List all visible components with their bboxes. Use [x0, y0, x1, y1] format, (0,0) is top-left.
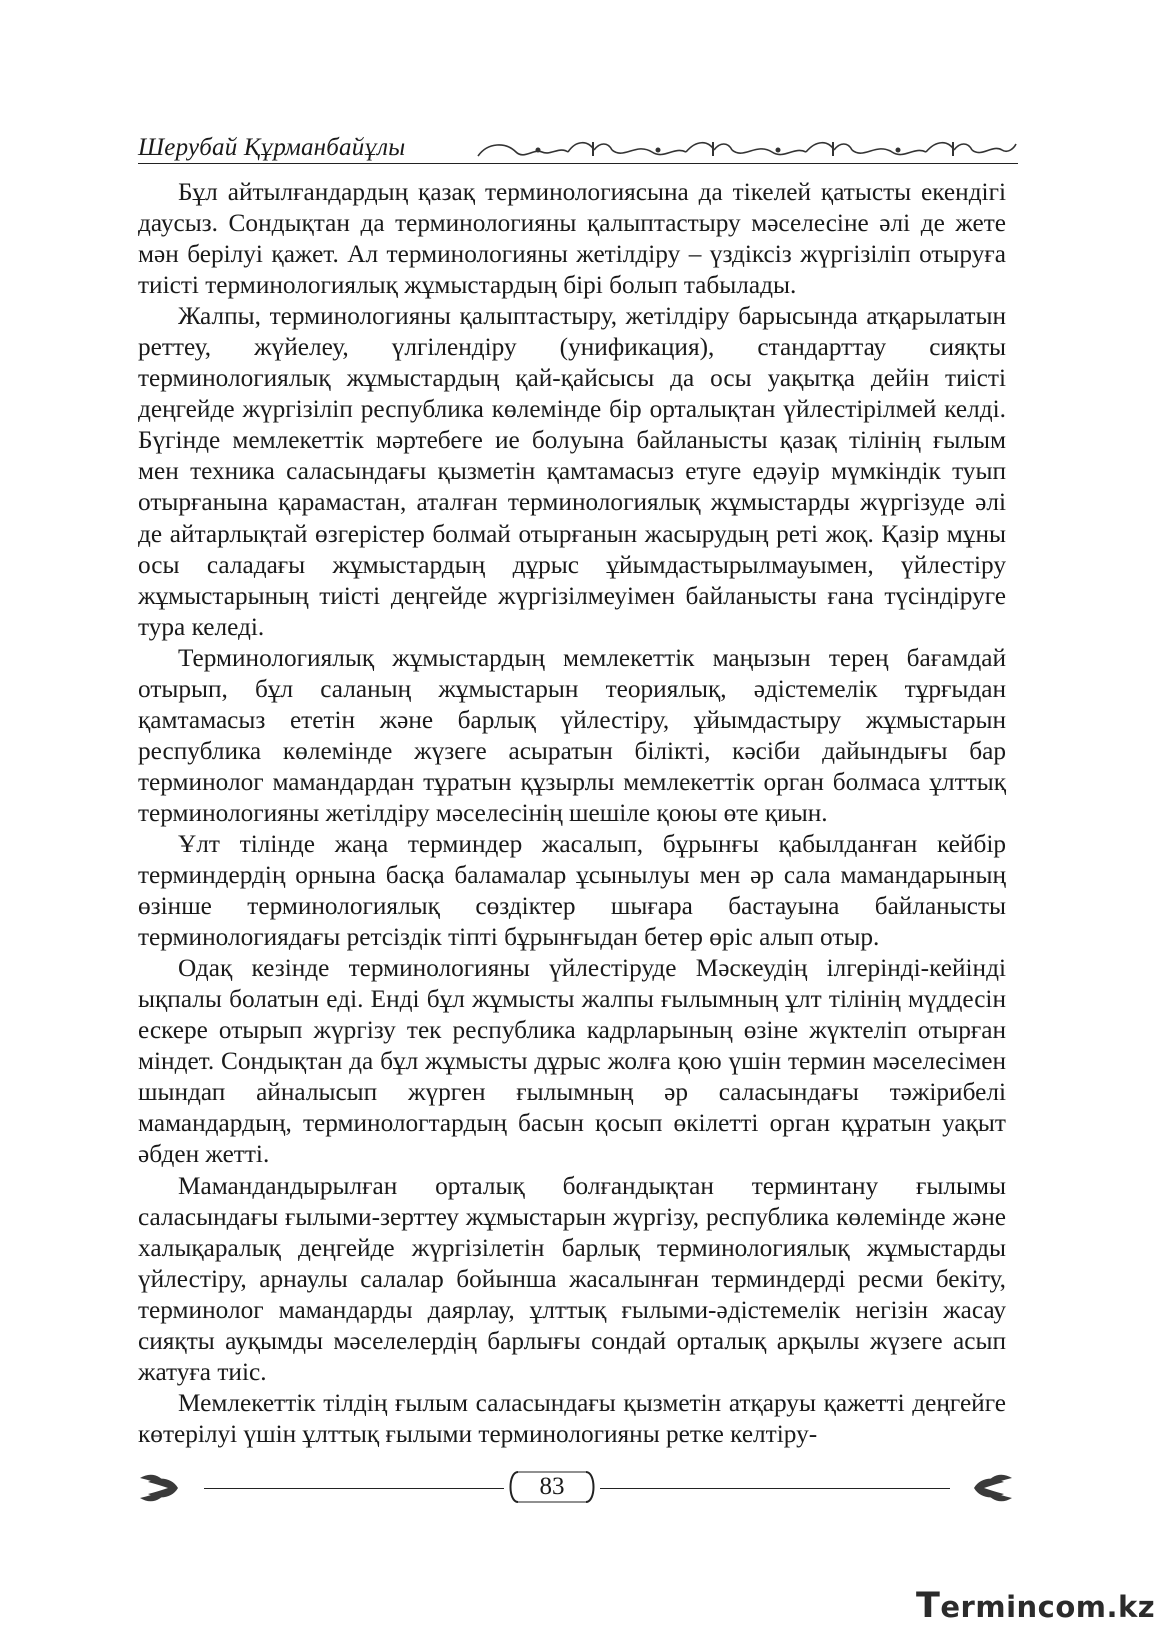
right-leaf-ornament-icon	[944, 1472, 1014, 1504]
page-number-badge	[504, 1470, 600, 1504]
running-header	[138, 128, 1018, 168]
header-divider	[138, 163, 1018, 164]
paragraph-6: Мамандандырылған орталық болғандықтан терминтану ғылымы саласындағы ғылыми-зерттеу жұмыстарын жүргізу, республика көлемінде және халықаралық деңгейде жүргізілетін барлық терминологиялық жұмыстарды үйлестіру, арнаулы салалар бойынша жасалынған терминдерді ресми бекіту, терминолог мамандарды даярлау, ұлттық ғылыми-әдістемелік негізін жасау сияқты ауқымды мәселелердің барлығы сондай орталық арқылы жүзеге асып жатуға тиіс.	[138, 1171, 1006, 1386]
site-watermark	[916, 1586, 1155, 1626]
paragraph-5: Одақ кезінде терминологияны үйлестіруде Мәскеудің ілгерінді-кейінді ықпалы болатын еді. Енді бұл жұмысты жалпы ғылымның ұлт тілінің мүддесін ескере отырып жүргізу тек республика кадрларының өзіне жүктеліп отырған міндет. Сондықтан да бұл жұмысты дұрыс жолға қою үшін термин мәселесімен шындап айналысып жүрген ғылымның әр саласындағы тәжірибелі мамандардың, терминологтардың басын қосып өкілетті орган құратын уақыт әбден жетті.	[138, 954, 1006, 1169]
page-footer	[138, 1468, 1014, 1508]
paragraph-3: Терминологиялық жұмыстардың мемлекеттік маңызын терең бағамдай отырып, бұл саланың жұмыстарын теориялық, әдістемелік тұрғыдан қамтамасыз ететін және барлық үйлестіру, ұйымдастыру жұмыстарын республика көлемінде жүзеге асыратын білікті, кәсіби дайындығы бар терминолог мамандардан тұратын құзырлы мемлекеттік орган болмаса ұлттық терминологияны жетілдіру мәселесінің шешіле қоюы өте қиын.	[138, 643, 1006, 827]
paragraph-2: Жалпы, терминологияны қалыптастыру, жетілдіру барысында атқарылатын реттеу, жүйелеу, үлгілендіру (унификация), стандарттау сияқты терминологиялық жұмыстардың қай-қайсысы да осы уақытқа дейін тиісті деңгейде жүргізіліп республика көлемінде бір орталықтан үйлестірілмей келді. Бүгінде мемлекеттік мәртебеге ие болуына байланысты қазақ тілінің ғылым мен техника саласындағы қызметін қамтамасыз етуге едәуір мүмкіндік туып отырғанына қарамастан, аталған терминологиялық жұмыстарды жүргізуде әлі де айтарлықтай өзгерістер болмай отырғанын жасырудың реті жоқ. Қазір мұны осы саладағы жұмыстардың дұрыс ұйымдастырылмауымен, үйлестіру жұмыстарының тиісті деңгейде жүргізілмеуімен байланысты ғана түсіндіруге тура келеді.	[138, 302, 1006, 641]
paragraph-1: Бұл айтылғандардың қазақ терминологиясына да тікелей қатысты екендігі даусыз. Сондықтан да терминологияны қалыптастыру мәселесіне әлі де жете мән берілуі қажет. Ал терминологияны жетілдіру – үздіксіз жүргізіліп отыруға тиісті терминологиялық жұмыстардың бірі болып табылады.	[138, 178, 1006, 300]
paragraph-4: Ұлт тілінде жаңа терминдер жасалып, бұрынғы қабылданған кейбір терминдердің орнына басқа баламалар ұсынылуы мен әр сала мамандарының өзінше терминологиялық сөздіктер шығара бастауына байланысты терминологиядағы ретсіздік тіпті бұрынғыдан бетер өріс алып отыр.	[138, 829, 1006, 952]
header-ornament-icon	[476, 134, 1018, 164]
header-author: Шерубай Құрманбайұлы	[138, 134, 406, 161]
page-number: 83	[539, 1473, 565, 1500]
watermark-initial: T	[916, 1586, 941, 1626]
footer-line-right	[600, 1488, 950, 1489]
paragraph-7: Мемлекеттік тілдің ғылым саласындағы қызметін атқаруы қажетті деңгейге көтерілуі үшін ұлттық ғылыми терминологияны ретке келтіру-	[138, 1388, 1006, 1448]
footer-line-left	[204, 1488, 504, 1489]
left-leaf-ornament-icon	[138, 1472, 208, 1504]
body-text	[138, 177, 1006, 1450]
watermark-text: ermincom.kz	[940, 1590, 1156, 1624]
